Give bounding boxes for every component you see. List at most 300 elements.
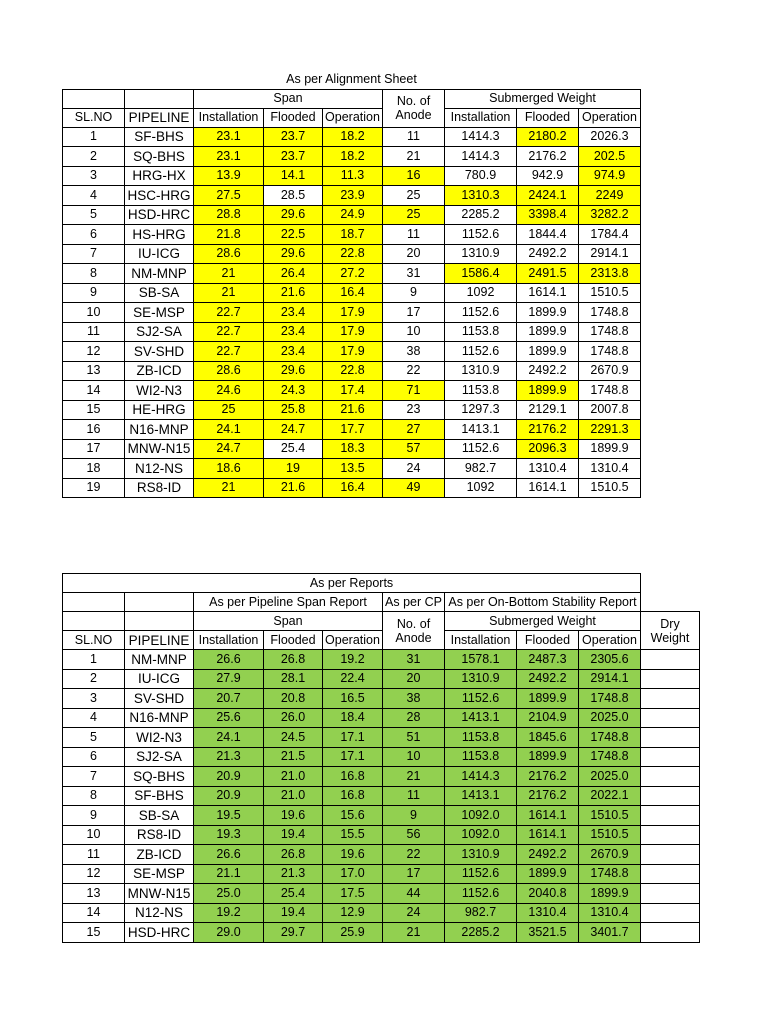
cell-span-installation: 18.6 [194,459,264,479]
submerged-weight-header: Submerged Weight [445,89,641,108]
cell-slno: 1 [63,650,125,670]
cell-pipeline: IU-ICG [125,244,194,264]
cell-span-operation: 18.2 [323,127,383,147]
cell-weight-flooded: 1899.9 [517,747,579,767]
cell-weight-flooded: 2491.5 [517,264,579,284]
table-row [63,728,700,748]
table-row [63,825,700,845]
cell-pipeline: SV-SHD [125,689,194,709]
cell-weight-installation: 1152.6 [445,439,517,459]
cell-anode: 21 [383,767,445,787]
cell-weight-operation: 2025.0 [579,767,641,787]
cell-weight-flooded: 2104.9 [517,708,579,728]
cell-span-installation: 28.6 [194,361,264,381]
cell-weight-flooded: 1614.1 [517,478,579,498]
cell-weight-installation: 1092.0 [445,806,517,826]
cell-span-flooded: 29.6 [264,361,323,381]
cell-weight-installation: 1152.6 [445,864,517,884]
cell-span-operation: 17.0 [323,864,383,884]
cell-weight-flooded: 1614.1 [517,806,579,826]
cell-weight-operation: 1310.4 [579,903,641,923]
cell-span-operation: 17.4 [323,381,383,401]
cell-weight-flooded: 2176.2 [517,147,579,167]
cell-span-installation: 25 [194,400,264,420]
cell-weight-operation: 2291.3 [579,420,641,440]
stability-report-header: As per On-Bottom Stability Report [445,593,641,612]
cell-anode: 24 [383,903,445,923]
cell-weight-installation: 1414.3 [445,767,517,787]
cell-pipeline: N16-MNP [125,708,194,728]
cell-weight-installation: 1310.9 [445,361,517,381]
cell-span-operation: 19.6 [323,845,383,865]
cell-anode: 21 [383,147,445,167]
col-span-installation: Installation [194,108,264,127]
cell-weight-installation: 1152.6 [445,342,517,362]
cell-weight-installation: 1310.9 [445,244,517,264]
cell-anode: 24 [383,459,445,479]
cell-span-operation: 16.4 [323,478,383,498]
cell-slno: 14 [63,381,125,401]
cell-span-flooded: 24.5 [264,728,323,748]
cell-span-operation: 16.8 [323,767,383,787]
cell-anode: 22 [383,845,445,865]
cell-anode: 31 [383,650,445,670]
table-row [63,747,700,767]
col-weight-operation: Operation [579,631,641,650]
cell-weight-flooded: 2424.1 [517,186,579,206]
cell-span-operation: 15.6 [323,806,383,826]
cell-weight-installation: 1092 [445,283,517,303]
cell-span-operation: 15.5 [323,825,383,845]
cell-span-installation: 19.5 [194,806,264,826]
cell-span-installation: 25.6 [194,708,264,728]
cell-span-operation: 16.4 [323,283,383,303]
cell-weight-operation: 3401.7 [579,923,641,943]
cell-weight-flooded: 3398.4 [517,205,579,225]
cell-weight-operation: 2313.8 [579,264,641,284]
cell-span-flooded: 21.0 [264,767,323,787]
cell-span-operation: 13.5 [323,459,383,479]
cell-weight-flooded: 1899.9 [517,381,579,401]
cell-anode: 38 [383,689,445,709]
cell-span-operation: 22.8 [323,244,383,264]
cell-span-installation: 26.6 [194,845,264,865]
cell-weight-flooded: 1614.1 [517,825,579,845]
cell-weight-operation: 1510.5 [579,283,641,303]
table-row [63,845,700,865]
cell-anode: 49 [383,478,445,498]
cell-span-operation: 21.6 [323,400,383,420]
cell-span-installation: 29.0 [194,923,264,943]
cp-header: As per CP [383,593,445,612]
cell-slno: 4 [63,708,125,728]
cell-span-flooded: 14.1 [264,166,323,186]
table-row [63,786,700,806]
cell-weight-installation: 1414.3 [445,147,517,167]
cell-weight-flooded: 1899.9 [517,342,579,362]
cell-weight-installation: 1153.8 [445,747,517,767]
cell-span-flooded: 25.8 [264,400,323,420]
cell-pipeline: SJ2-SA [125,322,194,342]
table-row [63,283,641,303]
cell-span-flooded: 21.0 [264,786,323,806]
cell-weight-flooded: 1899.9 [517,303,579,323]
cell-slno: 4 [63,186,125,206]
table-row [63,806,700,826]
cell-weight-operation: 1748.8 [579,342,641,362]
cell-weight-installation: 1413.1 [445,708,517,728]
cell-dry-weight [641,728,700,748]
cell-span-installation: 22.7 [194,303,264,323]
anode-header: No. of Anode [383,89,445,127]
cell-anode: 57 [383,439,445,459]
cell-slno: 5 [63,728,125,748]
cell-pipeline: ZB-ICD [125,361,194,381]
cell-pipeline: N16-MNP [125,420,194,440]
cell-weight-flooded: 2176.2 [517,767,579,787]
col-span-operation: Operation [323,108,383,127]
cell-slno: 2 [63,147,125,167]
cell-anode: 9 [383,283,445,303]
table-row [63,381,641,401]
table-row [63,244,641,264]
col-pipeline: PIPELINE [125,631,194,650]
col-weight-flooded: Flooded [517,108,579,127]
cell-dry-weight [641,786,700,806]
cell-pipeline: NM-MNP [125,264,194,284]
cell-weight-installation: 1578.1 [445,650,517,670]
cell-weight-operation: 1310.4 [579,459,641,479]
cell-weight-operation: 1748.8 [579,864,641,884]
cell-slno: 15 [63,923,125,943]
cell-dry-weight [641,767,700,787]
cell-weight-operation: 1899.9 [579,884,641,904]
cell-weight-installation: 1153.8 [445,728,517,748]
cell-weight-operation: 1748.8 [579,381,641,401]
cell-pipeline: SJ2-SA [125,747,194,767]
cell-slno: 12 [63,864,125,884]
cell-weight-flooded: 2176.2 [517,420,579,440]
cell-weight-installation: 1297.3 [445,400,517,420]
cell-slno: 11 [63,322,125,342]
cell-pipeline: HE-HRG [125,400,194,420]
cell-weight-operation: 1748.8 [579,689,641,709]
cell-slno: 6 [63,747,125,767]
cell-weight-flooded: 2492.2 [517,361,579,381]
cell-pipeline: WI2-N3 [125,381,194,401]
cell-weight-operation: 2025.0 [579,708,641,728]
col-weight-installation: Installation [445,631,517,650]
cell-anode: 20 [383,669,445,689]
cell-pipeline: WI2-N3 [125,728,194,748]
cell-span-flooded: 25.4 [264,884,323,904]
cell-span-installation: 24.1 [194,728,264,748]
cell-span-flooded: 19.4 [264,903,323,923]
cell-slno: 10 [63,825,125,845]
table-row [63,439,641,459]
cell-span-installation: 21 [194,264,264,284]
cell-weight-flooded: 3521.5 [517,923,579,943]
cell-weight-operation: 1510.5 [579,825,641,845]
cell-span-flooded: 19.4 [264,825,323,845]
table-row [63,186,641,206]
cell-span-installation: 21 [194,478,264,498]
cell-weight-operation: 1899.9 [579,439,641,459]
cell-slno: 9 [63,283,125,303]
cell-span-operation: 17.9 [323,322,383,342]
cell-pipeline: MNW-N15 [125,884,194,904]
col-weight-operation: Operation [579,108,641,127]
cell-pipeline: MNW-N15 [125,439,194,459]
cell-pipeline: NM-MNP [125,650,194,670]
cell-weight-operation: 2914.1 [579,244,641,264]
cell-dry-weight [641,669,700,689]
cell-span-operation: 17.9 [323,342,383,362]
cell-anode: 71 [383,381,445,401]
cell-pipeline: HSC-HRG [125,186,194,206]
cell-pipeline: N12-NS [125,459,194,479]
cell-span-flooded: 23.4 [264,322,323,342]
cell-weight-installation: 982.7 [445,903,517,923]
alignment-sheet-rows [63,127,641,498]
cell-dry-weight [641,689,700,709]
table-row [63,361,641,381]
cell-span-installation: 28.6 [194,244,264,264]
cell-anode: 11 [383,225,445,245]
cell-weight-operation: 2914.1 [579,669,641,689]
cell-pipeline: HSD-HRC [125,923,194,943]
cell-dry-weight [641,864,700,884]
cell-slno: 7 [63,244,125,264]
cell-pipeline: SE-MSP [125,864,194,884]
table-row [63,884,700,904]
col-weight-flooded: Flooded [517,631,579,650]
cell-span-operation: 22.4 [323,669,383,689]
cell-weight-installation: 1152.6 [445,689,517,709]
cell-dry-weight [641,923,700,943]
cell-dry-weight [641,903,700,923]
cell-weight-flooded: 2129.1 [517,400,579,420]
cell-span-operation: 18.2 [323,147,383,167]
cell-weight-installation: 1586.4 [445,264,517,284]
reports-rows [63,650,700,943]
cell-weight-installation: 1413.1 [445,786,517,806]
cell-anode: 23 [383,400,445,420]
cell-weight-flooded: 2487.3 [517,650,579,670]
cell-weight-flooded: 1845.6 [517,728,579,748]
cell-slno: 13 [63,884,125,904]
col-pipeline: PIPELINE [125,108,194,127]
table-title: As per Alignment Sheet [286,71,417,86]
cell-dry-weight [641,806,700,826]
cell-span-flooded: 26.4 [264,264,323,284]
cell-span-operation: 24.9 [323,205,383,225]
cell-span-installation: 21.3 [194,747,264,767]
cell-pipeline: SB-SA [125,283,194,303]
cell-pipeline: SB-SA [125,806,194,826]
cell-pipeline: HS-HRG [125,225,194,245]
cell-dry-weight [641,650,700,670]
cell-span-operation: 17.7 [323,420,383,440]
cell-slno: 3 [63,166,125,186]
cell-pipeline: RS8-ID [125,478,194,498]
cell-span-flooded: 23.4 [264,342,323,362]
cell-anode: 28 [383,708,445,728]
cell-dry-weight [641,884,700,904]
cell-span-operation: 16.8 [323,786,383,806]
anode-header: No. of Anode [383,612,445,650]
cell-pipeline: SV-SHD [125,342,194,362]
cell-weight-operation: 2022.1 [579,786,641,806]
table-row [63,903,700,923]
cell-weight-flooded: 1614.1 [517,283,579,303]
cell-span-operation: 27.2 [323,264,383,284]
span-header: Span [194,89,383,108]
cell-span-operation: 18.4 [323,708,383,728]
cell-weight-installation: 1153.8 [445,322,517,342]
cell-weight-flooded: 2096.3 [517,439,579,459]
cell-span-installation: 20.9 [194,786,264,806]
cell-pipeline: SQ-BHS [125,147,194,167]
cell-weight-installation: 1310.3 [445,186,517,206]
cell-slno: 14 [63,903,125,923]
cell-weight-flooded: 2176.2 [517,786,579,806]
cell-anode: 20 [383,244,445,264]
cell-pipeline: HSD-HRC [125,205,194,225]
table-row [63,225,641,245]
alignment-sheet-table [62,70,641,498]
cell-weight-operation: 1748.8 [579,728,641,748]
col-weight-installation: Installation [445,108,517,127]
cell-weight-installation: 1413.1 [445,420,517,440]
cell-weight-installation: 1414.3 [445,127,517,147]
cell-weight-installation: 1092 [445,478,517,498]
cell-span-installation: 22.7 [194,342,264,362]
cell-span-flooded: 29.6 [264,205,323,225]
cell-span-installation: 24.6 [194,381,264,401]
table-row [63,689,700,709]
cell-pipeline: SF-BHS [125,786,194,806]
cell-span-installation: 21 [194,283,264,303]
cell-weight-operation: 1510.5 [579,806,641,826]
cell-slno: 13 [63,361,125,381]
cell-anode: 17 [383,303,445,323]
table-row [63,650,700,670]
cell-anode: 44 [383,884,445,904]
cell-weight-operation: 3282.2 [579,205,641,225]
cell-span-installation: 23.1 [194,147,264,167]
cell-span-flooded: 25.4 [264,439,323,459]
cell-span-installation: 23.1 [194,127,264,147]
reports-table [62,573,700,943]
cell-dry-weight [641,845,700,865]
cell-weight-operation: 974.9 [579,166,641,186]
cell-weight-installation: 780.9 [445,166,517,186]
cell-weight-installation: 1310.9 [445,669,517,689]
col-span-flooded: Flooded [264,108,323,127]
cell-weight-flooded: 1899.9 [517,322,579,342]
cell-slno: 6 [63,225,125,245]
cell-span-installation: 21.1 [194,864,264,884]
cell-span-operation: 17.5 [323,884,383,904]
col-slno: SL.NO [63,631,125,650]
cell-span-operation: 17.1 [323,747,383,767]
cell-anode: 21 [383,923,445,943]
cell-weight-installation: 1310.9 [445,845,517,865]
cell-span-installation: 24.7 [194,439,264,459]
cell-span-flooded: 19.6 [264,806,323,826]
table-row [63,767,700,787]
submerged-weight-header: Submerged Weight [445,612,641,631]
table-row [63,322,641,342]
cell-pipeline: HRG-HX [125,166,194,186]
cell-span-operation: 25.9 [323,923,383,943]
cell-anode: 56 [383,825,445,845]
table-title: As per Reports [63,574,641,593]
cell-weight-installation: 2285.2 [445,923,517,943]
cell-weight-flooded: 2492.2 [517,845,579,865]
cell-span-flooded: 26.0 [264,708,323,728]
cell-weight-installation: 1092.0 [445,825,517,845]
cell-span-flooded: 23.7 [264,147,323,167]
cell-span-operation: 11.3 [323,166,383,186]
cell-slno: 11 [63,845,125,865]
cell-anode: 10 [383,747,445,767]
cell-weight-flooded: 2492.2 [517,244,579,264]
table-row [63,923,700,943]
cell-slno: 10 [63,303,125,323]
cell-span-operation: 23.9 [323,186,383,206]
cell-span-flooded: 21.3 [264,864,323,884]
cell-weight-operation: 2007.8 [579,400,641,420]
cell-span-installation: 21.8 [194,225,264,245]
table-row [63,147,641,167]
cell-span-flooded: 29.7 [264,923,323,943]
cell-span-flooded: 23.7 [264,127,323,147]
cell-anode: 11 [383,127,445,147]
cell-span-operation: 16.5 [323,689,383,709]
cell-span-flooded: 28.1 [264,669,323,689]
table-row [63,166,641,186]
table-row [63,264,641,284]
cell-pipeline: RS8-ID [125,825,194,845]
cell-span-installation: 25.0 [194,884,264,904]
cell-weight-operation: 1784.4 [579,225,641,245]
cell-span-flooded: 23.4 [264,303,323,323]
cell-slno: 18 [63,459,125,479]
cell-weight-operation: 2249 [579,186,641,206]
table-row [63,127,641,147]
cell-dry-weight [641,747,700,767]
cell-span-flooded: 21.6 [264,283,323,303]
cell-weight-flooded: 942.9 [517,166,579,186]
cell-slno: 15 [63,400,125,420]
cell-weight-flooded: 2180.2 [517,127,579,147]
cell-weight-installation: 1152.6 [445,884,517,904]
span-report-header: As per Pipeline Span Report [194,593,383,612]
cell-span-flooded: 24.7 [264,420,323,440]
cell-anode: 31 [383,264,445,284]
cell-anode: 38 [383,342,445,362]
cell-weight-operation: 1510.5 [579,478,641,498]
cell-span-installation: 13.9 [194,166,264,186]
cell-span-installation: 20.9 [194,767,264,787]
cell-span-installation: 27.5 [194,186,264,206]
cell-span-operation: 12.9 [323,903,383,923]
cell-anode: 25 [383,205,445,225]
cell-weight-flooded: 1310.4 [517,903,579,923]
cell-anode: 27 [383,420,445,440]
